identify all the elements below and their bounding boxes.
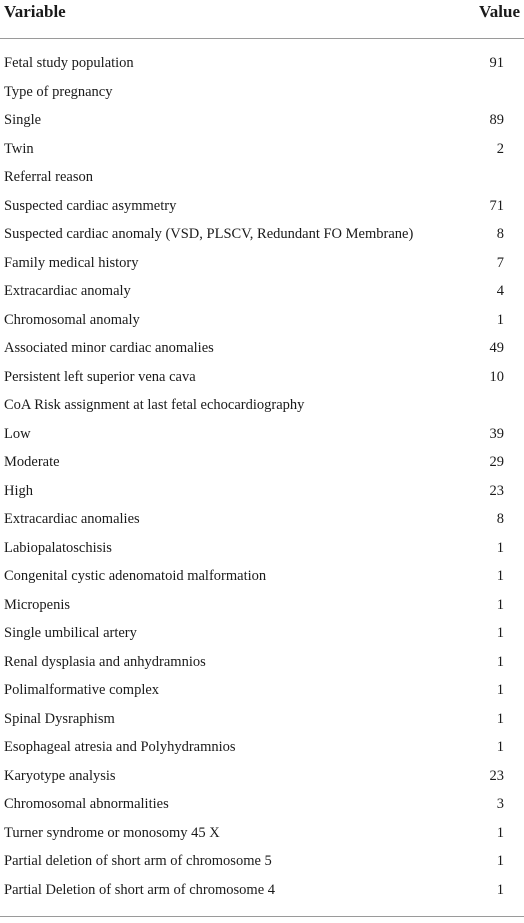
row-value: 1 (496, 739, 504, 755)
row-label: Single (4, 112, 42, 128)
row-label: Twin (4, 140, 34, 157)
row-value: 1 (496, 682, 504, 698)
row-label: Polimalformative complex (4, 682, 160, 698)
table-row (0, 563, 524, 592)
row-label: Fetal study population (4, 55, 134, 71)
row-label: Associated minor cardiac anomalies (4, 340, 214, 356)
row-label: Esophageal atresia and Polyhydramnios (4, 739, 236, 755)
row-value: 1 (496, 539, 504, 556)
row-label: Renal dysplasia and anhydramnios (4, 653, 206, 670)
row-label: Suspected cardiac anomaly (VSD, PLSCV, Redundant FO Membrane) (4, 226, 414, 242)
row-value: 3 (496, 796, 504, 812)
row-value: 1 (496, 596, 504, 613)
row-label: Family medical history (4, 254, 139, 271)
table-row (0, 79, 524, 108)
table-body (0, 50, 524, 905)
table-row (0, 421, 524, 450)
row-label: Single umbilical artery (4, 625, 137, 641)
row-label: High (4, 482, 33, 499)
row-value: 1 (496, 853, 504, 869)
row-value: 1 (496, 311, 504, 328)
row-value: 8 (496, 511, 504, 527)
table-row (0, 335, 524, 364)
row-label: Type of pregnancy (4, 83, 113, 100)
row-value: 4 (496, 283, 504, 299)
row-value: 89 (489, 112, 504, 128)
row-label: Low (4, 425, 31, 442)
row-value: 23 (489, 767, 504, 784)
table-row (0, 478, 524, 507)
header-divider (0, 38, 524, 39)
table-row (0, 506, 524, 535)
row-label: Turner syndrome or monosomy 45 X (4, 824, 220, 841)
table-row (0, 649, 524, 678)
row-value: 10 (489, 368, 504, 385)
row-value: 1 (496, 881, 504, 898)
table-row (0, 820, 524, 849)
row-label: Partial deletion of short arm of chromosome 5 (4, 853, 272, 869)
table-row (0, 221, 524, 250)
row-value: 2 (496, 140, 504, 157)
row-label: Labiopalatoschisis (4, 539, 112, 556)
table-row (0, 734, 524, 763)
row-label: Suspected cardiac asymmetry (4, 197, 177, 214)
column-header-variable: Variable (4, 2, 66, 21)
table-bottom-rule (0, 916, 524, 917)
table-row (0, 535, 524, 564)
table-row (0, 677, 524, 706)
row-label: Congenital cystic adenomatoid malformation (4, 568, 267, 584)
row-value: 1 (496, 824, 504, 841)
table-row (0, 307, 524, 336)
row-value: 1 (496, 653, 504, 670)
row-value: 29 (489, 454, 504, 470)
table-row (0, 107, 524, 136)
row-value: 1 (496, 568, 504, 584)
row-value: 39 (489, 425, 504, 442)
table-row (0, 136, 524, 165)
table-row (0, 848, 524, 877)
row-value: 71 (489, 197, 504, 214)
table-row (0, 592, 524, 621)
table-row (0, 193, 524, 222)
row-label: Partial Deletion of short arm of chromosome 4 (4, 881, 276, 898)
table-row (0, 164, 524, 193)
table-row (0, 877, 524, 906)
table-row (0, 392, 524, 421)
table-row (0, 706, 524, 735)
table-row (0, 250, 524, 279)
row-label: Persistent left superior vena cava (4, 368, 196, 385)
row-label: Moderate (4, 454, 60, 470)
row-label: Extracardiac anomalies (4, 511, 140, 527)
table-row (0, 791, 524, 820)
row-label: Chromosomal abnormalities (4, 796, 169, 812)
row-label: Referral reason (4, 169, 93, 185)
table-header (0, 0, 524, 36)
row-value: 91 (489, 55, 504, 71)
table-row (0, 278, 524, 307)
table-row (0, 763, 524, 792)
row-label: Spinal Dysraphism (4, 710, 115, 727)
row-value: 8 (496, 226, 504, 242)
row-label: CoA Risk assignment at last fetal echocardiography (4, 397, 305, 413)
row-value: 1 (496, 710, 504, 727)
row-value: 1 (496, 625, 504, 641)
table-row (0, 50, 524, 79)
row-label: Micropenis (4, 596, 71, 613)
column-header-value: Value (479, 2, 520, 21)
row-label: Extracardiac anomaly (4, 283, 131, 299)
row-value: 23 (489, 482, 504, 499)
row-label: Chromosomal anomaly (4, 311, 140, 328)
row-label: Karyotype analysis (4, 767, 116, 784)
row-value: 49 (489, 340, 504, 356)
row-value: 7 (496, 254, 504, 271)
table-row (0, 620, 524, 649)
table-row (0, 364, 524, 393)
table-row (0, 449, 524, 478)
